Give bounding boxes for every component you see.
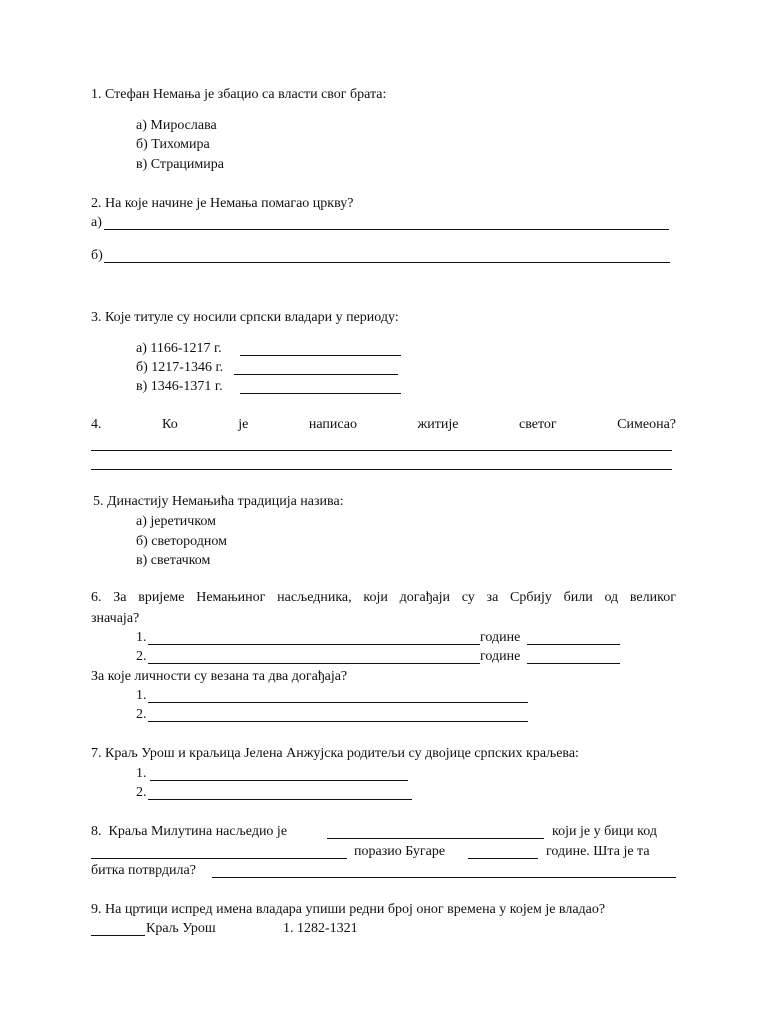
q6-event-1-year-answer[interactable] bbox=[527, 644, 620, 645]
q8-line-3-start: битка потврдила? bbox=[91, 863, 196, 878]
q6-person-2-answer[interactable] bbox=[148, 721, 528, 722]
q6-person-1-number: 1. bbox=[136, 688, 147, 703]
q4-word: написао bbox=[308, 417, 357, 432]
q5-question: 5. Династију Немањића традиција назива: bbox=[93, 494, 344, 509]
q5-option-a: а) јеретичком bbox=[136, 514, 217, 529]
q6-question-line-1 bbox=[91, 590, 676, 606]
q6-event-2-year-answer[interactable] bbox=[527, 663, 620, 664]
q9-period: 1. 1282-1321 bbox=[283, 921, 358, 936]
q3-question: 3. Које титуле су носили српски владари у периоду: bbox=[91, 310, 399, 325]
q2-question: 2. На које начине је Немања помагао цркву? bbox=[91, 196, 354, 211]
q9-question: 9. На цртици испред имена владара упиши редни број оног времена у којем је владао? bbox=[91, 902, 606, 917]
q6-word: од bbox=[604, 590, 619, 605]
q6-word: за bbox=[486, 590, 499, 605]
q6-person-1-answer[interactable] bbox=[148, 702, 528, 703]
q6-question-line-2: значаја? bbox=[91, 611, 140, 626]
q8-year-answer[interactable] bbox=[468, 858, 538, 859]
q2-line-a-label: а) bbox=[91, 215, 102, 230]
q6-event-2-number: 2. bbox=[136, 649, 147, 664]
q4-question bbox=[91, 417, 676, 433]
q4-word: Ко bbox=[162, 417, 178, 432]
q6-event-1-number: 1. bbox=[136, 630, 147, 645]
q6-event-1-answer[interactable] bbox=[148, 644, 480, 645]
q6-event-1-year-label: године bbox=[480, 630, 521, 645]
q3-answer-c[interactable] bbox=[240, 393, 401, 394]
q4-word: житије bbox=[417, 417, 459, 432]
q8-successor-answer[interactable] bbox=[327, 838, 544, 839]
q6-person-2-number: 2. bbox=[136, 707, 147, 722]
q7-answer-2[interactable] bbox=[148, 799, 412, 800]
q6-word: За bbox=[113, 590, 127, 605]
q6-event-2-year-label: године bbox=[480, 649, 521, 664]
q4-answer-line-1[interactable] bbox=[91, 450, 672, 451]
q6-word: насљедника, bbox=[277, 590, 352, 605]
q4-word: је bbox=[238, 417, 249, 432]
q6-word: Немањиног bbox=[196, 590, 266, 605]
q5-option-c: в) светачком bbox=[136, 553, 211, 568]
q6-word: вријеме bbox=[138, 590, 185, 605]
q6-word: 6. bbox=[91, 590, 102, 605]
q8-line-1-start: 8. Краља Милутина насљедио је bbox=[91, 824, 288, 839]
q6-word: Србију bbox=[510, 590, 552, 605]
q2-answer-line-b[interactable] bbox=[104, 262, 670, 263]
q6-word: су bbox=[461, 590, 475, 605]
q1-question: 1. Стефан Немања је збацио са власти свог брата: bbox=[91, 87, 387, 102]
q6-sub-question: За које личности су везана та два догађаја? bbox=[91, 669, 348, 684]
q3-answer-b[interactable] bbox=[234, 374, 398, 375]
q2-line-b-label: б) bbox=[91, 248, 103, 263]
q6-word: великог bbox=[629, 590, 676, 605]
q6-event-2-answer[interactable] bbox=[148, 663, 480, 664]
q7-number-1: 1. bbox=[136, 766, 147, 781]
q1-option-c: в) Страцимира bbox=[136, 157, 224, 172]
q5-option-b: б) светородном bbox=[136, 534, 227, 549]
q4-word: 4. bbox=[91, 417, 102, 432]
q9-ruler-name: Краљ Урош bbox=[146, 921, 216, 936]
q4-word: светог bbox=[518, 417, 557, 432]
q4-word: Симеона? bbox=[617, 417, 676, 432]
q3-option-b: б) 1217-1346 г. bbox=[136, 360, 224, 375]
q6-word: били bbox=[563, 590, 593, 605]
q6-word: догађаји bbox=[399, 590, 451, 605]
q7-question: 7. Краљ Урош и краљица Јелена Анжујска родитељи су двојице српских краљева: bbox=[91, 746, 579, 761]
q8-confirmation-answer[interactable] bbox=[212, 877, 676, 878]
q6-word: који bbox=[363, 590, 388, 605]
q8-line-1-end: који је у бици код bbox=[552, 824, 657, 839]
q8-battle-place-answer[interactable] bbox=[91, 858, 347, 859]
q1-option-a: а) Мирослава bbox=[136, 118, 217, 133]
q3-option-c: в) 1346-1371 г. bbox=[136, 379, 223, 394]
q7-answer-1[interactable] bbox=[150, 780, 408, 781]
q4-answer-line-2[interactable] bbox=[91, 469, 672, 470]
q8-line-2-end: године. Шта је та bbox=[546, 844, 650, 859]
q8-line-2-mid: поразио Бугаре bbox=[354, 844, 446, 859]
q9-ruler-blank[interactable] bbox=[91, 935, 145, 936]
q2-answer-line-a[interactable] bbox=[104, 229, 669, 230]
q3-option-a: а) 1166-1217 г. bbox=[136, 341, 222, 356]
q7-number-2: 2. bbox=[136, 785, 147, 800]
q3-answer-a[interactable] bbox=[240, 355, 401, 356]
q1-option-b: б) Тихомира bbox=[136, 137, 210, 152]
